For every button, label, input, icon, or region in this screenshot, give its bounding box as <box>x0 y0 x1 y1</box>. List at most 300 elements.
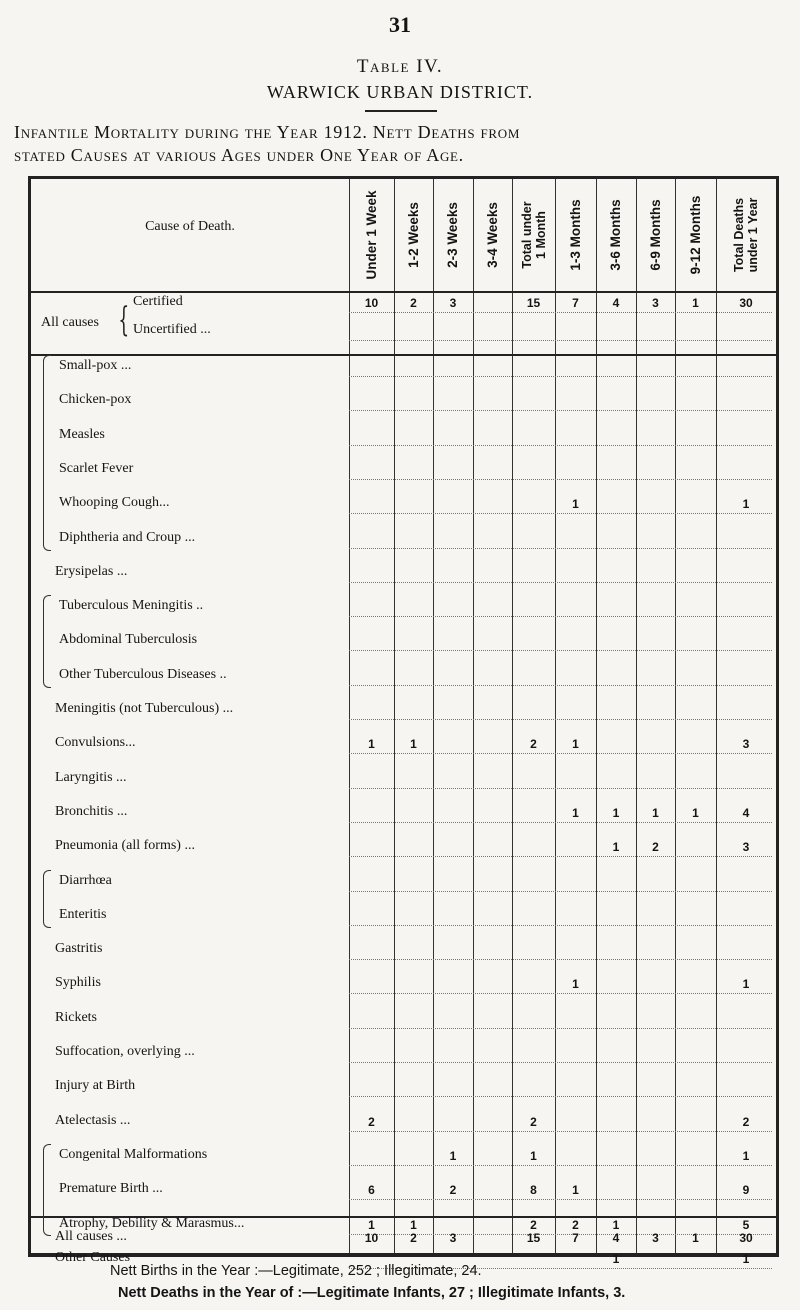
value-cell <box>394 804 433 822</box>
dotted-leader <box>349 1199 772 1200</box>
cause-label: Atrophy, Debility & Marasmus... <box>59 1216 245 1231</box>
value-cell <box>512 873 555 891</box>
value-cell <box>716 461 776 479</box>
value-cell <box>636 322 675 340</box>
value-cell <box>636 735 675 753</box>
value-cell: 1 <box>612 1218 620 1232</box>
row-divider <box>31 291 776 293</box>
value-cell <box>636 530 675 548</box>
cause-label: Enteritis <box>59 907 107 922</box>
value-cell: 1 <box>410 737 417 751</box>
value-cell <box>596 667 636 685</box>
value-cell <box>394 461 433 479</box>
value-cell: 6 <box>368 1183 375 1197</box>
value-cell <box>394 530 433 548</box>
dotted-leader <box>349 1131 772 1132</box>
value-cell <box>716 1010 776 1028</box>
value-cell: 3 <box>742 840 750 854</box>
value-cell <box>394 392 433 410</box>
value-cell <box>433 392 473 410</box>
cause-label: Small-pox ... <box>59 358 132 373</box>
value-cell <box>636 975 675 993</box>
value-cell <box>433 322 473 340</box>
value-cell: 1 <box>612 840 620 854</box>
value-cell <box>433 1044 473 1062</box>
value-cell <box>596 598 636 616</box>
value-cell <box>512 975 555 993</box>
value-cell <box>433 427 473 445</box>
value-cell <box>512 632 555 650</box>
value-cell: 1 <box>612 1252 620 1266</box>
value-cell <box>512 1044 555 1062</box>
total-value-cell: 7 <box>572 1231 579 1245</box>
value-cell <box>473 873 512 891</box>
value-cell <box>349 564 394 582</box>
dotted-leader <box>349 1165 772 1166</box>
value-cell <box>473 735 512 753</box>
dotted-leader <box>349 548 772 549</box>
value-cell <box>716 907 776 925</box>
value-cell <box>675 701 716 719</box>
value-cell <box>473 358 512 376</box>
value-cell <box>473 322 512 340</box>
value-cell <box>636 873 675 891</box>
value-cell <box>433 598 473 616</box>
value-cell <box>555 907 596 925</box>
value-cell <box>433 770 473 788</box>
column-header-label: 1-3 Months <box>567 199 583 271</box>
dotted-leader <box>349 856 772 857</box>
value-cell <box>512 941 555 959</box>
value-cell: 30 <box>739 296 753 310</box>
value-cell: 2 <box>410 296 417 310</box>
cause-label: Injury at Birth <box>55 1078 136 1093</box>
dotted-leader <box>349 1096 772 1097</box>
column-header <box>716 181 776 289</box>
cause-label: Scarlet Fever <box>59 461 134 476</box>
dotted-leader <box>349 719 772 720</box>
value-cell <box>636 358 675 376</box>
value-cell <box>394 564 433 582</box>
value-cell <box>716 667 776 685</box>
value-cell <box>433 1078 473 1096</box>
value-cell <box>473 770 512 788</box>
value-cell <box>636 1250 675 1268</box>
value-cell <box>555 530 596 548</box>
value-cell <box>394 838 433 856</box>
value-cell <box>555 632 596 650</box>
cause-label: Congenital Malformations <box>59 1147 208 1162</box>
value-cell <box>473 1044 512 1062</box>
value-cell <box>596 907 636 925</box>
value-cell <box>433 358 473 376</box>
value-cell <box>675 392 716 410</box>
value-cell <box>394 907 433 925</box>
value-cell <box>433 1113 473 1131</box>
cause-label: Syphilis <box>55 975 101 990</box>
dotted-leader <box>349 340 772 341</box>
value-cell <box>675 907 716 925</box>
value-cell <box>349 1147 394 1165</box>
value-cell: 2 <box>652 840 659 854</box>
value-cell: 5 <box>742 1218 750 1232</box>
value-cell <box>636 1044 675 1062</box>
dotted-leader <box>349 753 772 754</box>
value-cell <box>349 392 394 410</box>
value-cell <box>636 1078 675 1096</box>
dotted-leader <box>349 891 772 892</box>
table-heading-line2: stated Causes at various Ages under One Year of Age. <box>14 145 464 165</box>
value-cell: 3 <box>652 296 659 310</box>
value-cell <box>349 1044 394 1062</box>
value-cell: 1 <box>572 1183 579 1197</box>
value-cell <box>675 564 716 582</box>
total-value-cell: 30 <box>739 1231 753 1245</box>
value-cell: 2 <box>449 1183 457 1197</box>
value-cell <box>596 530 636 548</box>
column-header-label: Under 1 Week <box>363 190 379 280</box>
value-cell <box>512 564 555 582</box>
value-cell: 1 <box>572 497 579 511</box>
value-cell <box>394 1044 433 1062</box>
value-cell <box>675 322 716 340</box>
value-cell <box>675 1078 716 1096</box>
value-cell <box>636 1181 675 1199</box>
table-label: Table IV. <box>356 56 444 77</box>
value-cell: 1 <box>572 806 579 820</box>
value-cell <box>716 598 776 616</box>
value-cell: 1 <box>742 1149 750 1163</box>
value-cell <box>596 1010 636 1028</box>
cause-label: Rickets <box>55 1010 97 1025</box>
value-cell <box>349 941 394 959</box>
value-cell <box>433 804 473 822</box>
dotted-leader <box>349 959 772 960</box>
value-cell <box>394 322 433 340</box>
value-cell <box>716 701 776 719</box>
all-causes-group-label: All causes <box>41 315 99 330</box>
value-cell <box>596 495 636 513</box>
dotted-leader <box>349 312 772 313</box>
value-cell <box>716 358 776 376</box>
value-cell <box>675 1181 716 1199</box>
value-cell: 9 <box>742 1183 750 1197</box>
value-cell <box>394 941 433 959</box>
value-cell <box>433 907 473 925</box>
column-header-label: 2-3 Weeks <box>445 202 460 268</box>
value-cell <box>433 667 473 685</box>
value-cell <box>675 873 716 891</box>
value-cell <box>716 322 776 340</box>
value-cell <box>555 461 596 479</box>
value-cell <box>675 530 716 548</box>
value-cell <box>636 1147 675 1165</box>
value-cell: 2 <box>530 1115 537 1129</box>
cause-label: Laryngitis ... <box>55 770 127 785</box>
dotted-leader <box>349 410 772 411</box>
column-header-label: 9-12 Months <box>687 195 703 275</box>
value-cell <box>716 392 776 410</box>
value-cell <box>555 427 596 445</box>
cause-label: Convulsions... <box>55 735 136 750</box>
value-cell <box>596 1113 636 1131</box>
value-cell <box>555 564 596 582</box>
dotted-leader <box>349 616 772 617</box>
dotted-leader <box>349 1062 772 1063</box>
value-cell <box>675 735 716 753</box>
value-cell <box>596 701 636 719</box>
value-cell <box>512 358 555 376</box>
table-heading-line1: Infantile Mortality during the Year 1912. Nett Deaths from <box>14 122 521 142</box>
value-cell <box>555 770 596 788</box>
value-cell <box>349 358 394 376</box>
dotted-leader <box>349 822 772 823</box>
value-cell <box>394 495 433 513</box>
dotted-leader <box>349 685 772 686</box>
value-cell <box>596 358 636 376</box>
value-cell <box>512 1010 555 1028</box>
column-header <box>473 181 512 289</box>
value-cell <box>555 1147 596 1165</box>
value-cell <box>596 564 636 582</box>
value-cell <box>512 838 555 856</box>
value-cell <box>675 632 716 650</box>
value-cell <box>394 427 433 445</box>
value-cell <box>636 941 675 959</box>
value-cell <box>636 461 675 479</box>
footer-deaths: Nett Deaths in the Year of :—Legitimate Infants, 27 ; Illegitimate Infants, 3. <box>118 1285 626 1301</box>
value-cell: 8 <box>530 1183 537 1197</box>
value-cell <box>349 322 394 340</box>
value-cell <box>636 564 675 582</box>
value-cell <box>473 598 512 616</box>
value-cell: 15 <box>526 296 541 310</box>
value-cell <box>433 873 473 891</box>
cause-label: Atelectasis ... <box>55 1113 131 1128</box>
value-cell <box>433 975 473 993</box>
value-cell <box>473 941 512 959</box>
value-cell <box>675 461 716 479</box>
value-cell <box>349 461 394 479</box>
value-cell <box>349 427 394 445</box>
value-cell: 1 <box>742 497 750 511</box>
value-cell <box>433 495 473 513</box>
value-cell <box>675 770 716 788</box>
value-cell <box>636 632 675 650</box>
value-cell <box>512 667 555 685</box>
total-value-cell: 10 <box>364 1231 379 1245</box>
value-cell: 3 <box>742 737 750 751</box>
value-cell: 2 <box>530 737 537 751</box>
value-cell <box>473 1078 512 1096</box>
value-cell <box>349 1010 394 1028</box>
value-cell <box>716 427 776 445</box>
value-cell <box>349 495 394 513</box>
value-cell <box>675 427 716 445</box>
value-cell <box>596 975 636 993</box>
value-cell <box>433 941 473 959</box>
page-number: 31 <box>389 12 411 37</box>
value-cell: 1 <box>692 806 699 820</box>
column-header <box>433 181 473 289</box>
value-cell <box>716 873 776 891</box>
column-header-label: 1-2 Weeks <box>405 202 421 268</box>
total-value-cell: 3 <box>652 1231 659 1245</box>
cause-label: Erysipelas ... <box>55 564 128 579</box>
value-cell: 2 <box>742 1115 750 1129</box>
value-cell <box>555 941 596 959</box>
value-cell <box>675 1010 716 1028</box>
value-cell <box>473 838 512 856</box>
value-cell <box>473 632 512 650</box>
value-cell <box>512 461 555 479</box>
column-header <box>349 181 394 289</box>
dotted-leader <box>349 993 772 994</box>
value-cell <box>636 907 675 925</box>
value-cell <box>675 975 716 993</box>
total-value-cell <box>473 1229 512 1247</box>
value-cell <box>433 701 473 719</box>
value-cell <box>349 838 394 856</box>
brace-icon <box>43 595 51 688</box>
value-cell <box>716 1044 776 1062</box>
value-cell <box>473 804 512 822</box>
dotted-leader <box>349 479 772 480</box>
value-cell <box>394 667 433 685</box>
value-cell <box>675 598 716 616</box>
total-row-label: All causes ... <box>55 1229 127 1244</box>
value-cell <box>394 975 433 993</box>
value-cell <box>433 564 473 582</box>
value-cell <box>596 941 636 959</box>
value-cell <box>512 1250 555 1268</box>
column-header-label: 6-9 Months <box>647 199 663 271</box>
value-cell <box>349 530 394 548</box>
value-cell <box>636 770 675 788</box>
total-value-cell: 3 <box>449 1231 457 1245</box>
cause-label: Chicken-pox <box>59 392 132 407</box>
value-cell <box>473 427 512 445</box>
value-cell <box>596 427 636 445</box>
value-cell <box>636 392 675 410</box>
value-cell <box>596 770 636 788</box>
value-cell <box>349 770 394 788</box>
value-cell <box>675 1250 716 1268</box>
value-cell: 4 <box>612 296 620 310</box>
cause-label: Pneumonia (all forms) ... <box>55 838 195 853</box>
value-cell <box>675 1044 716 1062</box>
value-cell <box>596 1181 636 1199</box>
dotted-leader <box>349 925 772 926</box>
value-cell: 1 <box>410 1218 417 1232</box>
value-cell <box>512 392 555 410</box>
value-cell <box>675 495 716 513</box>
column-header-label: 3-6 Months <box>608 199 623 271</box>
value-cell <box>596 1044 636 1062</box>
value-cell: 1 <box>692 296 699 310</box>
value-cell <box>512 598 555 616</box>
value-cell <box>555 392 596 410</box>
value-cell: 1 <box>572 977 579 991</box>
value-cell <box>473 495 512 513</box>
title-rule <box>365 110 437 112</box>
brace-icon: { <box>118 300 130 340</box>
value-cell: 2 <box>572 1218 579 1232</box>
cause-label: Bronchitis ... <box>55 804 128 819</box>
value-cell <box>473 1147 512 1165</box>
column-header <box>512 181 555 289</box>
value-cell <box>349 632 394 650</box>
cause-label: Diarrhœa <box>59 873 112 888</box>
value-cell <box>512 770 555 788</box>
column-header <box>636 181 675 289</box>
value-cell <box>555 701 596 719</box>
brace-icon <box>43 355 51 551</box>
column-header-label: Total Deaths under 1 Year <box>732 197 760 273</box>
column-header <box>675 181 716 289</box>
mortality-table <box>28 176 779 1266</box>
value-cell <box>716 1078 776 1096</box>
cause-label: Tuberculous Meningitis .. <box>59 598 204 613</box>
value-cell <box>675 358 716 376</box>
cause-label: Certified <box>133 294 183 309</box>
value-cell <box>394 701 433 719</box>
value-cell <box>716 632 776 650</box>
value-cell <box>555 1010 596 1028</box>
cause-label: Whooping Cough... <box>59 495 170 510</box>
value-cell <box>555 873 596 891</box>
value-cell <box>512 701 555 719</box>
value-cell <box>349 667 394 685</box>
column-header <box>394 181 433 289</box>
column-header-label: 3-4 Weeks <box>484 202 500 268</box>
value-cell <box>349 975 394 993</box>
value-cell <box>473 907 512 925</box>
value-cell <box>394 1010 433 1028</box>
value-cell <box>636 427 675 445</box>
value-cell <box>636 701 675 719</box>
value-cell <box>349 873 394 891</box>
value-cell <box>555 667 596 685</box>
cause-column-header: Cause of Death. <box>145 219 235 234</box>
value-cell <box>433 530 473 548</box>
value-cell <box>555 1044 596 1062</box>
value-cell <box>473 294 512 312</box>
value-cell <box>394 1147 433 1165</box>
cause-label: Uncertified ... <box>133 322 211 337</box>
column-header <box>555 181 596 289</box>
row-divider <box>31 354 776 356</box>
value-cell <box>473 701 512 719</box>
value-cell <box>555 598 596 616</box>
value-cell: 1 <box>368 737 375 751</box>
value-cell: 4 <box>742 806 750 820</box>
value-cell <box>716 770 776 788</box>
cause-label: Other Tuberculous Diseases .. <box>59 667 227 682</box>
value-cell <box>596 735 636 753</box>
value-cell <box>675 941 716 959</box>
value-cell <box>394 598 433 616</box>
value-cell <box>433 461 473 479</box>
value-cell <box>394 1181 433 1199</box>
value-cell <box>675 1147 716 1165</box>
value-cell <box>512 322 555 340</box>
footer-births: Nett Births in the Year :—Legitimate, 252 ; Illegitimate, 24. <box>110 1263 482 1279</box>
value-cell <box>473 1113 512 1131</box>
value-cell <box>596 632 636 650</box>
cause-label: Suffocation, overlying ... <box>55 1044 195 1059</box>
value-cell <box>512 804 555 822</box>
